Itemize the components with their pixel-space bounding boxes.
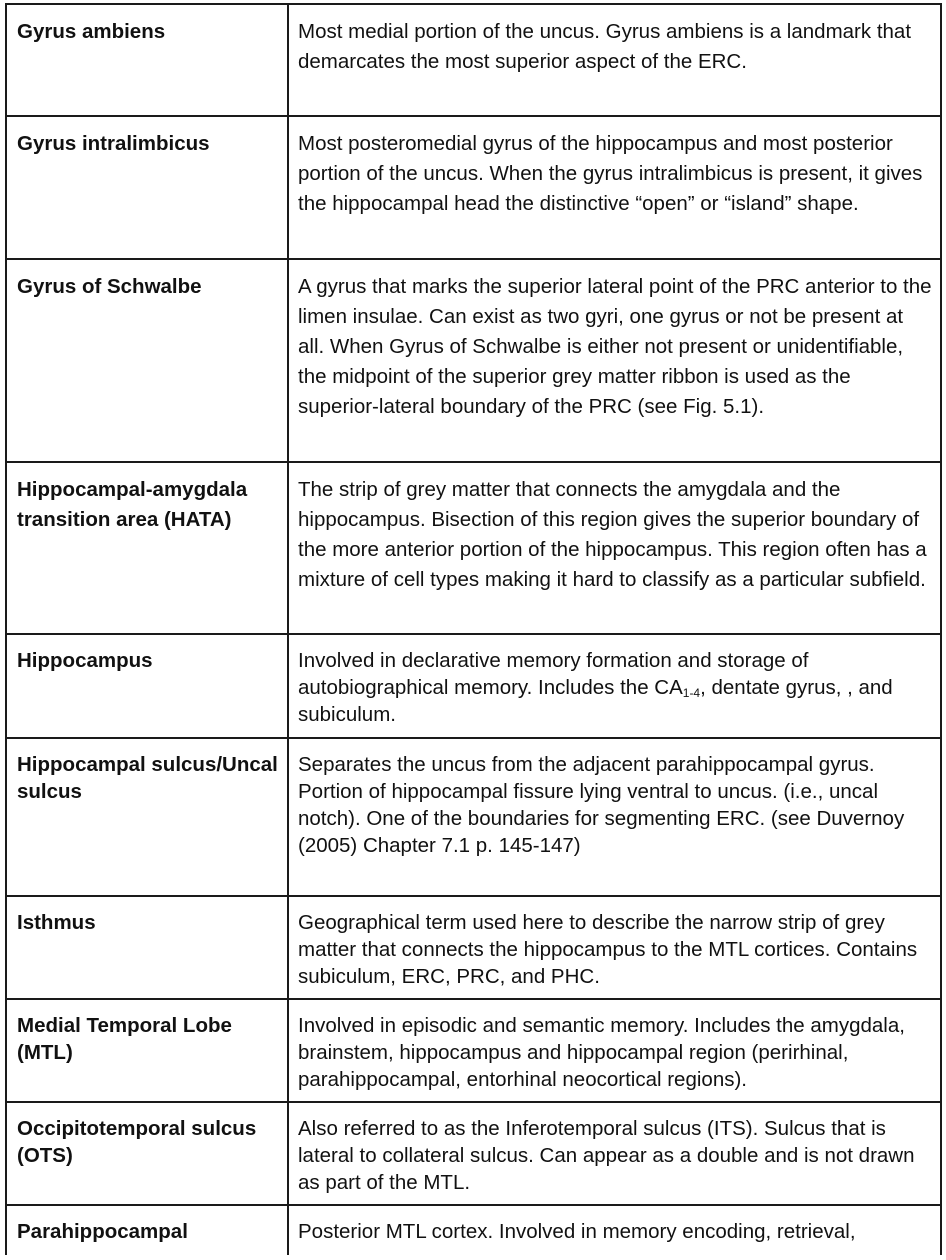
definition-cell: Involved in episodic and semantic memory. Includes the amygdala, brainstem, hippocampus and hippocampal region (perirhinal, parahippocampal, entorhinal neocortical regions). [288, 999, 941, 1102]
definition-cell: Posterior MTL cortex. Involved in memory encoding, retrieval, [288, 1205, 941, 1255]
definition-cell: A gyrus that marks the superior lateral point of the PRC anterior to the limen insulae. Can exist as two gyri, one gyrus or not be present at all. When Gyrus of Schwalbe is either not present or unidentifiable, the midpoint of the superior grey matter ribbon is used as the superior-lateral boundary of the PRC (see Fig. 5.1). [288, 259, 941, 462]
table-row [6, 738, 941, 896]
term-cell: Gyrus intralimbicus [6, 116, 288, 259]
definition-cell: Geographical term used here to describe the narrow strip of grey matter that connects the hippocampus to the MTL cortices. Contains subiculum, ERC, PRC, and PHC. [288, 896, 941, 999]
definition-cell: Separates the uncus from the adjacent parahippocampal gyrus. Portion of hippocampal fissure lying ventral to uncus. (i.e., uncal notch). One of the boundaries for segmenting ERC. (see Duvernoy (2005) Chapter 7.1 p. 145-147) [288, 738, 941, 896]
glossary-table [5, 3, 942, 1255]
definition-cell: Most posteromedial gyrus of the hippocampus and most posterior portion of the uncus. When the gyrus intralimbicus is present, it gives the hippocampal head the distinctive “open” or “island” shape. [288, 116, 941, 259]
table-row [6, 634, 941, 738]
term-cell: Hippocampal-amygdala transition area (HATA) [6, 462, 288, 634]
table-row [6, 896, 941, 999]
definition-text-continued: , dentate gyrus, , and subiculum. [298, 676, 893, 726]
table-row [6, 462, 941, 634]
term-cell: Medial Temporal Lobe (MTL) [6, 999, 288, 1102]
definition-cell: Also referred to as the Inferotemporal sulcus (ITS). Sulcus that is lateral to collateral sulcus. Can appear as a double and is not drawn as part of the MTL. [288, 1102, 941, 1205]
term-cell: Gyrus ambiens [6, 4, 288, 116]
term-cell: Hippocampal sulcus/Uncal sulcus [6, 738, 288, 896]
term-cell: Parahippocampal [6, 1205, 288, 1255]
term-cell: Gyrus of Schwalbe [6, 259, 288, 462]
term-cell: Isthmus [6, 896, 288, 999]
table-row [6, 1102, 941, 1205]
term-cell: Occipitotemporal sulcus (OTS) [6, 1102, 288, 1205]
table-row [6, 999, 941, 1102]
term-cell: Hippocampus [6, 634, 288, 738]
definition-subscript: 1-4 [682, 686, 701, 700]
table-row [6, 116, 941, 259]
definition-cell [288, 634, 941, 738]
table-row [6, 1205, 941, 1255]
definition-cell: The strip of grey matter that connects the amygdala and the hippocampus. Bisection of this region gives the superior boundary of the more anterior portion of the hippocampus. This region often has a mixture of cell types making it hard to classify as a particular subfield. [288, 462, 941, 634]
definition-cell: Most medial portion of the uncus. Gyrus ambiens is a landmark that demarcates the most superior aspect of the ERC. [288, 4, 941, 116]
definition-text: Involved in declarative memory formation and storage of autobiographical memory. Includes the CA [298, 649, 809, 699]
table-row [6, 259, 941, 462]
table-row [6, 4, 941, 116]
